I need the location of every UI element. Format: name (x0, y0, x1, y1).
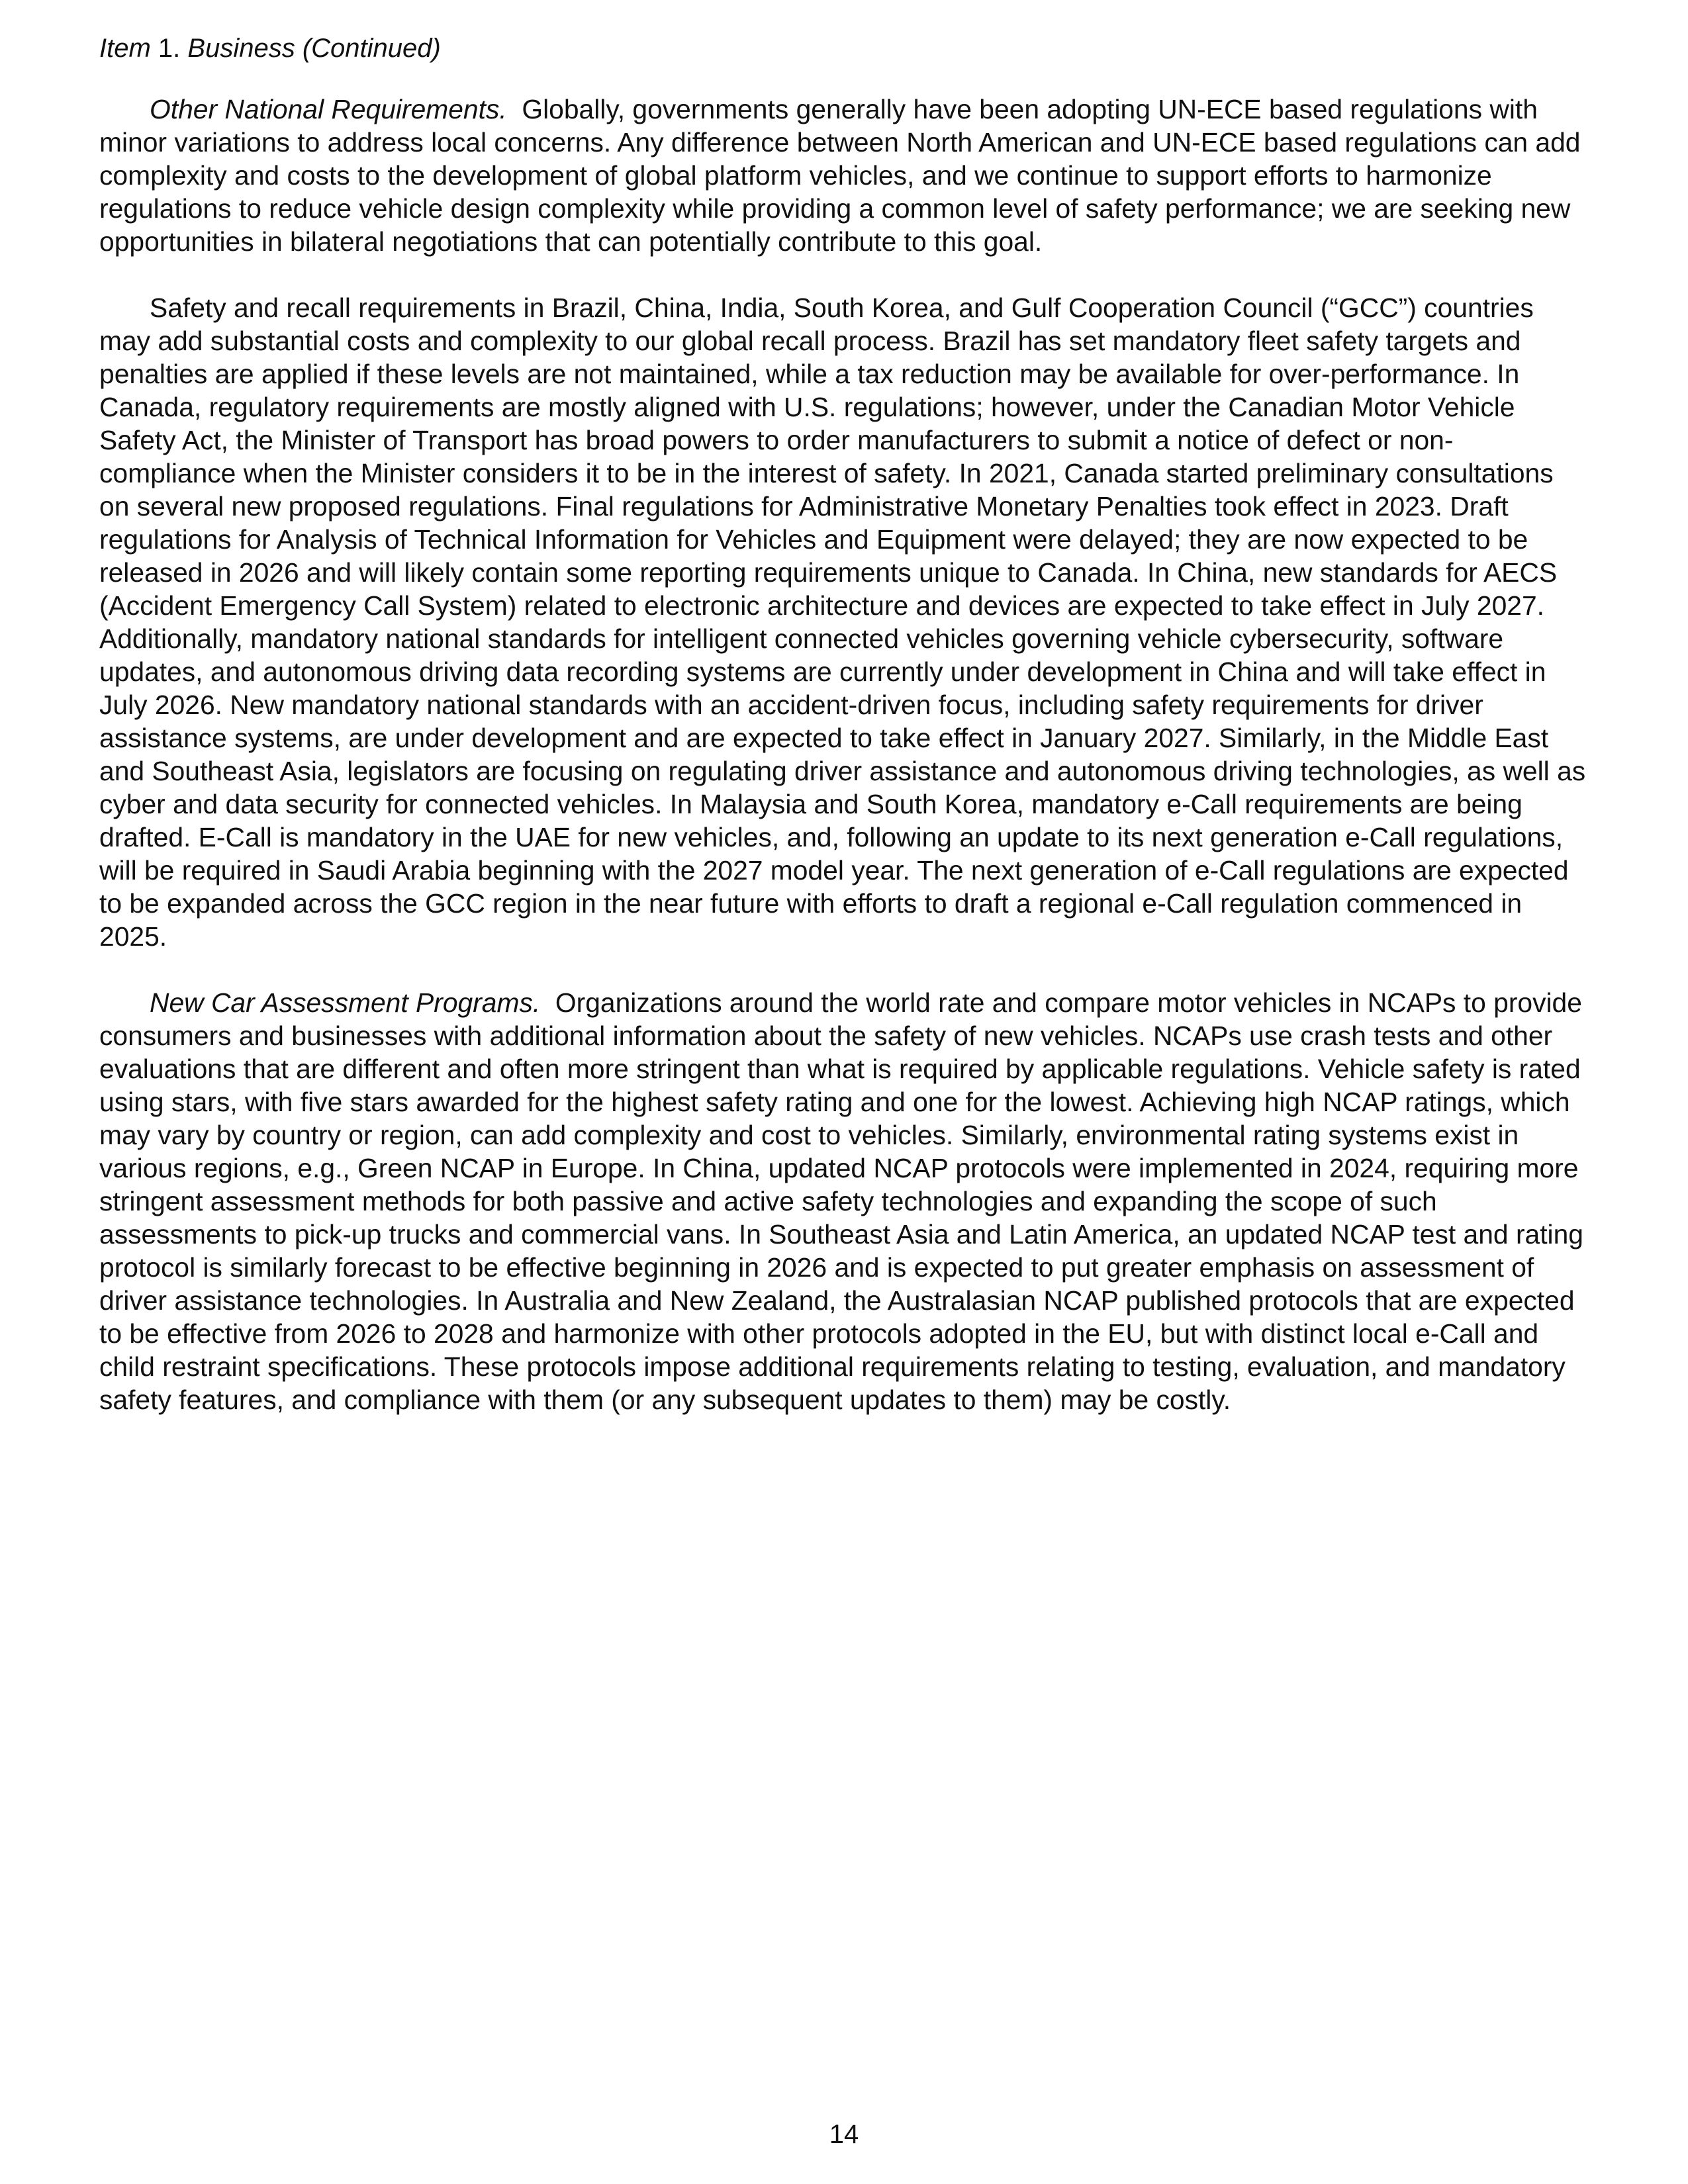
page-header (99, 30, 441, 66)
paragraph-text: Safety and recall requirements in Brazil, China, India, South Korea, and Gulf Cooperation Council (“GCC”) countries may add substantial costs and complexity to our global recall process. Brazil has set mandatory fleet safety targets and penalties are applied if these levels are not maintained, while a tax reduction may be available for over-performance. In Canada, regulatory requirements are mostly aligned with U.S. regulations; however, under the Canadian Motor Vehicle Safety Act, the Minister of Transport has broad powers to order manufacturers to submit a notice of defect or non-compliance when the Minister considers it to be in the interest of safety. In 2021, Canada started preliminary consultations on several new proposed regulations. Final regulations for Administrative Monetary Penalties took effect in 2023. Draft regulations for Analysis of Technical Information for Vehicles and Equipment were delayed; they are now expected to be released in 2026 and will likely contain some reporting requirements unique to Canada. In China, new standards for AECS (Accident Emergency Call System) related to electronic architecture and devices are expected to take effect in July 2027. Additionally, mandatory national standards for intelligent connected vehicles governing vehicle cybersecurity, software updates, and autonomous driving data recording systems are currently under development in China and will take effect in July 2026. New mandatory national standards with an accident-driven focus, including safety requirements for driver assistance systems, are under development and are expected to take effect in January 2027. Similarly, in the Middle East and Southeast Asia, legislators are focusing on regulating driver assistance and autonomous driving technologies, as well as cyber and data security for connected vehicles. In Malaysia and South Korea, mandatory e-Call requirements are being drafted. E-Call is mandatory in the UAE for new vehicles, and, following an update to its next generation e-Call regulations, will be required in Saudi Arabia beginning with the 2027 model year. The next generation of e-Call regulations are expected to be expanded across the GCC region in the near future with efforts to draft a regional e-Call regulation commenced in 2025. (99, 293, 1586, 952)
paragraph-new-car-assessment-programs (99, 986, 1589, 1416)
document-body (99, 93, 1589, 1449)
paragraph-text: Globally, governments generally have been adopting UN-ECE based regulations with minor variations to address local concerns. Any difference between North American and UN-ECE based regulations can add complexity and costs to the development of global platform vehicles, and we continue to support efforts to harmonize regulations to reduce vehicle design complexity while providing a common level of safety performance; we are seeking new opportunities in bilateral negotiations that can potentially contribute to this goal. (99, 94, 1581, 257)
paragraph-lead: Other National Requirements. (150, 94, 507, 124)
item-number: 1. (158, 34, 181, 63)
section-title: Business (Continued) (187, 34, 441, 63)
paragraph-safety-recall-requirements (99, 291, 1589, 953)
paragraph-text: Organizations around the world rate and compare motor vehicles in NCAPs to provide consumers and businesses with additional information about the safety of new vehicles. NCAPs use crash tests and other evaluations that are different and often more stringent than what is required by applicable regulations. Vehicle safety is rated using stars, with five stars awarded for the highest safety rating and one for the lowest. Achieving high NCAP ratings, which may vary by country or region, can add complexity and cost to vehicles. Similarly, environmental rating systems exist in various regions, e.g., Green NCAP in Europe. In China, updated NCAP protocols were implemented in 2024, requiring more stringent assessment methods for both passive and active safety technologies and expanding the scope of such assessments to pick-up trucks and commercial vans. In Southeast Asia and Latin America, an updated NCAP test and rating protocol is similarly forecast to be effective beginning in 2026 and is expected to put greater emphasis on assessment of driver assistance technologies. In Australia and New Zealand, the Australasian NCAP published protocols that are expected to be effective from 2026 to 2028 and harmonize with other protocols adopted in the EU, but with distinct local e-Call and child restraint specifications. These protocols impose additional requirements relating to testing, evaluation, and mandatory safety features, and compliance with them (or any subsequent updates to them) may be costly. (99, 987, 1583, 1415)
paragraph-lead: New Car Assessment Programs. (150, 987, 541, 1018)
page-number: 14 (829, 2120, 859, 2149)
item-label: Item (99, 34, 151, 63)
paragraph-other-national-requirements (99, 93, 1589, 258)
